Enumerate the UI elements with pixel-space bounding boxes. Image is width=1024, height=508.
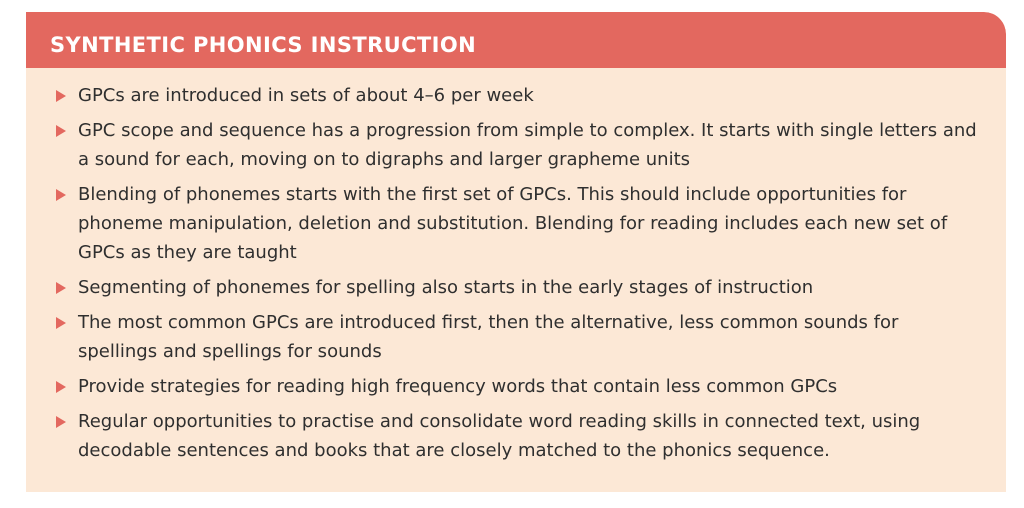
list-item-text: GPC scope and sequence has a progression from simple to complex. It starts with single letters and a sound for each, moving on to digraphs and larger grapheme units bbox=[78, 120, 977, 170]
triangle-right-icon bbox=[56, 317, 66, 329]
triangle-right-icon bbox=[56, 416, 66, 428]
panel-title: SYNTHETIC PHONICS INSTRUCTION bbox=[50, 33, 477, 57]
triangle-right-icon bbox=[56, 189, 66, 201]
bullet-list bbox=[26, 68, 1006, 465]
list-item bbox=[56, 407, 978, 465]
triangle-right-icon bbox=[56, 125, 66, 137]
list-item bbox=[56, 273, 978, 302]
list-item-text: Blending of phonemes starts with the first set of GPCs. This should include opportunities for phoneme manipulation, deletion and substitution. Blending for reading includes each new set of GPCs as they are taught bbox=[78, 184, 948, 263]
list-item bbox=[56, 180, 978, 267]
list-item-text: Provide strategies for reading high frequency words that contain less common GPCs bbox=[78, 376, 838, 397]
list-item-text: The most common GPCs are introduced first, then the alternative, less common sounds for spellings and spellings for sounds bbox=[78, 312, 899, 362]
triangle-right-icon bbox=[56, 90, 66, 102]
list-item-text: GPCs are introduced in sets of about 4–6 per week bbox=[78, 85, 534, 106]
list-item-text: Regular opportunities to practise and consolidate word reading skills in connected text, using decodable sentences and books that are closely matched to the phonics sequence. bbox=[78, 411, 921, 461]
list-item bbox=[56, 372, 978, 401]
panel-header bbox=[26, 12, 1006, 68]
list-item bbox=[56, 308, 978, 366]
list-item-text: Segmenting of phonemes for spelling also starts in the early stages of instruction bbox=[78, 277, 814, 298]
info-panel bbox=[26, 12, 1006, 492]
triangle-right-icon bbox=[56, 381, 66, 393]
list-item bbox=[56, 116, 978, 174]
list-item bbox=[56, 81, 978, 110]
triangle-right-icon bbox=[56, 282, 66, 294]
